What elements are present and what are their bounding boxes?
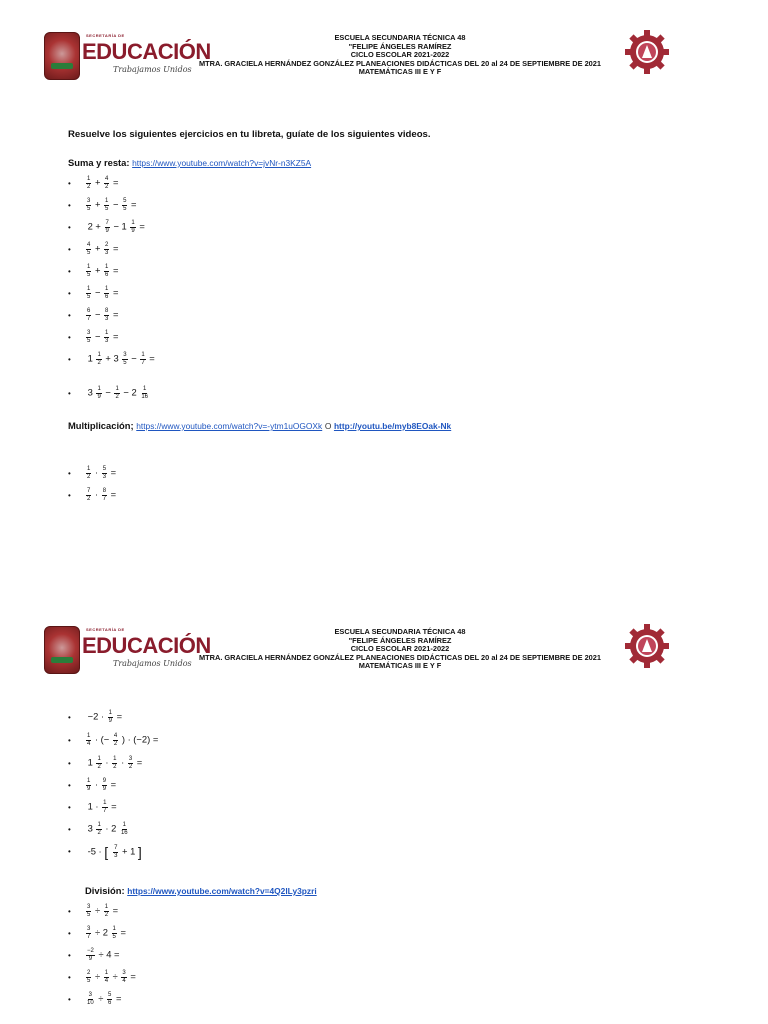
fraction-numerator: 3 [87, 926, 91, 932]
fraction-denominator: 2 [128, 763, 133, 770]
exercise-text: = [110, 264, 119, 276]
bullet-icon: • [68, 950, 71, 960]
fraction-denominator: 9 [131, 227, 135, 234]
fraction [86, 778, 91, 792]
bullet-icon: • [68, 310, 71, 320]
fraction [86, 926, 91, 940]
logo-educacion-text: EDUCACIÓN [82, 39, 211, 64]
fraction-numerator: 1 [87, 286, 91, 292]
fraction-denominator: 4 [87, 740, 91, 747]
fraction-numerator: 4 [113, 733, 118, 739]
fraction [86, 488, 91, 502]
fraction-denominator: 2 [87, 473, 91, 480]
fraction-numerator: 1 [87, 733, 91, 739]
fraction-numerator: 1 [87, 176, 91, 182]
fraction-denominator: 2 [87, 495, 91, 502]
exercise-text: − [92, 330, 104, 342]
exercise-item [68, 926, 126, 940]
fraction-numerator: 1 [113, 756, 117, 762]
logo-tagline-2: Trabajamos Unidos [113, 659, 192, 668]
fraction-numerator: 1 [104, 904, 109, 910]
fraction-denominator: 3 [105, 337, 109, 344]
exercise-text: = [134, 756, 143, 768]
exercise-text: 2 + [85, 220, 104, 232]
fraction-numerator: 7 [87, 488, 91, 494]
intro-instruction: Resuelve los siguientes ejercicios en tu libreta, guíate de los siguientes videos. [68, 129, 431, 140]
exercise-text: · 2 [102, 822, 119, 834]
fraction [104, 176, 109, 190]
fraction-numerator: 6 [87, 308, 91, 314]
exercise-text: − [128, 352, 140, 364]
exercise-text: 1 [85, 352, 96, 364]
exercise-item [68, 330, 118, 344]
subject-line: MATEMÁTICAS III E Y F [358, 67, 442, 77]
exercise-item [68, 220, 145, 234]
fraction-denominator: 5 [87, 293, 91, 300]
bullet-icon: • [68, 200, 71, 210]
bullet-icon: • [68, 354, 71, 364]
exercise-item [68, 822, 130, 836]
fraction [86, 904, 91, 918]
exercise-text: · [92, 488, 101, 500]
fraction-numerator: 8 [102, 488, 107, 494]
mult-section-title [68, 420, 451, 431]
fraction [107, 992, 112, 1006]
fraction-denominator: 9 [88, 955, 93, 962]
exercise-text: + [92, 264, 104, 276]
exercise-item [68, 286, 118, 300]
exercise-text: = [110, 286, 119, 298]
fraction-numerator: 3 [87, 904, 91, 910]
mult-video-link-1[interactable]: https://www.youtube.com/watch?v=-ytm1uOGOXk [136, 421, 323, 431]
division-colon: : [121, 885, 125, 896]
fraction-numerator: 5 [123, 198, 127, 204]
fraction [86, 198, 91, 212]
exercise-item [68, 466, 116, 480]
bullet-icon: • [68, 735, 71, 745]
bullet-icon: • [68, 928, 71, 938]
exercise-text: = [108, 488, 117, 500]
fraction-denominator: 9 [105, 227, 109, 234]
state-seal-icon [44, 32, 80, 80]
page-header-2 [0, 624, 768, 694]
fraction-denominator: 5 [87, 249, 91, 256]
header-text-block-2 [150, 628, 650, 671]
suma-colon: : [126, 157, 130, 168]
fraction [104, 242, 109, 256]
fraction [102, 488, 107, 502]
exercise-item [68, 992, 121, 1006]
fraction [96, 352, 101, 366]
mult-colon: ; [130, 420, 134, 431]
fraction-denominator: 4 [122, 977, 126, 984]
exercise-text: = [108, 466, 117, 478]
fraction [102, 800, 107, 814]
fraction-denominator: 2 [97, 359, 101, 366]
division-section-title [85, 885, 317, 896]
fraction [96, 386, 101, 400]
fraction-denominator: 2 [97, 829, 101, 836]
fraction-numerator: 8 [105, 308, 109, 314]
fraction-numerator: 4 [105, 176, 109, 182]
fraction-denominator: 2 [87, 183, 91, 190]
fraction [86, 733, 91, 747]
mult-or-text: O [324, 421, 332, 431]
fraction [86, 970, 91, 984]
fraction [86, 992, 95, 1006]
fraction-denominator: 4 [104, 977, 109, 984]
suma-video-link[interactable]: https://www.youtube.com/watch?v=jvNr-n3KZ5A [132, 158, 312, 168]
fraction [86, 176, 91, 190]
exercise-text: −2 · [85, 710, 107, 722]
teacher-line: MTRA. GRACIELA HERNÁNDEZ GONZÁLEZ PLANEACIONES DIDÁCTICAS DEL 20 al 24 DE SEPTIEMBRE DE 2021 [198, 58, 602, 68]
fraction-numerator: 1 [108, 710, 112, 716]
fraction-denominator: 7 [103, 807, 107, 814]
exercise-text: ] [137, 844, 142, 860]
fraction-numerator: 7 [105, 220, 109, 226]
fraction-numerator: 3 [122, 970, 126, 976]
exercise-text: = [110, 904, 119, 916]
fraction [104, 264, 109, 278]
fraction-denominator: 2 [113, 740, 118, 747]
exercise-item [68, 242, 118, 256]
exercise-text: + 3 [102, 352, 122, 364]
fraction-denominator: 7 [102, 495, 107, 502]
exercise-text: + [92, 176, 104, 188]
fraction-denominator: 3 [105, 315, 109, 322]
fraction-denominator: 5 [112, 933, 116, 940]
fraction [86, 948, 95, 962]
exercise-item [68, 198, 137, 212]
fraction [122, 198, 127, 212]
fraction [108, 710, 113, 724]
exercise-item [68, 176, 118, 190]
exercise-text: · [118, 756, 127, 768]
fraction-denominator: 6 [105, 271, 109, 278]
fraction-numerator: 5 [108, 992, 112, 998]
exercise-text: 1 [85, 756, 96, 768]
exercise-item [68, 778, 116, 792]
fraction-numerator: 1 [105, 330, 109, 336]
exercise-item [68, 970, 136, 984]
bullet-icon: • [68, 490, 71, 500]
fraction-numerator: 4 [87, 242, 91, 248]
page-header-1 [0, 30, 768, 100]
header-text-block [150, 34, 650, 77]
exercise-text: − [92, 308, 104, 320]
bullet-icon: • [68, 244, 71, 254]
fraction-denominator: 9 [102, 785, 107, 792]
logo-educacion-text-2: EDUCACIÓN [82, 633, 211, 658]
fraction-numerator: 5 [102, 466, 107, 472]
subject-line-2: MATEMÁTICAS III E Y F [358, 661, 442, 671]
mult-video-link-2[interactable]: http://youtu.be/myb8EOak-Nk [333, 421, 452, 431]
fraction-numerator: 1 [105, 198, 109, 204]
fraction-denominator: 6 [108, 999, 112, 1006]
fraction [114, 386, 119, 400]
fraction-denominator: 3 [114, 852, 118, 859]
division-video-link[interactable]: https://www.youtube.com/watch?v=4Q2lLy3pzri [127, 886, 317, 896]
exercise-text: 3 [85, 386, 96, 398]
fraction-denominator: 9 [87, 785, 91, 792]
exercise-text: − 1 [110, 220, 130, 232]
fraction-numerator: 7 [114, 844, 118, 851]
exercise-text: 1 · [85, 800, 102, 812]
fraction-denominator: 2 [104, 911, 109, 918]
school-patron: "FELIPE ÁNGELES RAMÍREZ [348, 41, 452, 51]
exercise-text: = [113, 992, 122, 1004]
bullet-icon: • [68, 780, 71, 790]
fraction-numerator: 2 [105, 242, 109, 248]
school-name-2: ESCUELA SECUNDARIA TÉCNICA 48 [334, 627, 466, 636]
fraction-numerator: −2 [87, 948, 94, 954]
fraction-numerator: 3 [87, 198, 91, 204]
fraction-numerator: 1 [115, 386, 119, 392]
exercise-text: − [92, 286, 104, 298]
exercise-text: − [110, 198, 122, 210]
exercise-text: · [92, 778, 101, 790]
bullet-icon: • [68, 802, 71, 812]
fraction-denominator: 16 [141, 393, 149, 400]
fraction-numerator: 3 [128, 756, 133, 762]
exercise-text: = [127, 970, 136, 982]
exercise-item [68, 948, 120, 962]
fraction [128, 756, 133, 770]
fraction [104, 904, 109, 918]
fraction [86, 330, 91, 344]
fraction-numerator: 1 [97, 756, 101, 762]
exercise-text: ÷ [92, 970, 103, 982]
fraction [113, 733, 118, 747]
fraction [102, 466, 107, 480]
exercise-text: − 2 [120, 386, 140, 398]
fraction-denominator: 3 [105, 249, 109, 256]
exercise-item [68, 904, 118, 918]
fraction-numerator: 1 [141, 352, 145, 358]
fraction [86, 466, 91, 480]
bullet-icon: • [68, 178, 71, 188]
fraction-denominator: 5 [87, 337, 91, 344]
exercise-text: = [110, 176, 119, 188]
bullet-icon: • [68, 468, 71, 478]
fraction-numerator: 1 [97, 386, 101, 392]
suma-section-title [68, 157, 311, 168]
exercise-text: 3 [85, 822, 96, 834]
fraction-denominator: 7 [87, 315, 91, 322]
fraction [104, 330, 109, 344]
exercise-text: ÷ 4 = [95, 948, 120, 960]
fraction-denominator: 5 [123, 205, 127, 212]
exercise-item [68, 308, 118, 322]
exercise-text: = [110, 242, 119, 254]
fraction-denominator: 2 [113, 763, 117, 770]
fraction-numerator: 1 [87, 264, 91, 270]
fraction-denominator: 2 [105, 183, 109, 190]
exercise-text: = [136, 220, 145, 232]
logo-secretaria-text: SECRETARÍA DE [86, 33, 125, 38]
exercise-item [68, 800, 117, 814]
fraction-denominator: 5 [87, 205, 91, 212]
fraction [96, 756, 101, 770]
fraction [130, 220, 135, 234]
exercise-item [68, 756, 142, 770]
exercise-item [68, 488, 116, 502]
fraction [104, 198, 109, 212]
exercise-item [68, 844, 142, 860]
fraction-denominator: 5 [123, 359, 127, 366]
bullet-icon: • [68, 332, 71, 342]
exercise-text: = [146, 352, 155, 364]
exercise-text: = [113, 710, 123, 722]
fraction-denominator: 5 [87, 911, 91, 918]
fraction-numerator: 9 [102, 778, 107, 784]
fraction-numerator: 1 [104, 970, 109, 976]
logo-secretaria-text-2: SECRETARÍA DE [86, 627, 125, 632]
exercise-text: = [110, 330, 119, 342]
fraction [113, 845, 118, 859]
bullet-icon: • [68, 758, 71, 768]
fraction-numerator: 1 [105, 286, 109, 292]
fraction-numerator: 1 [87, 778, 91, 784]
fraction-denominator: 7 [87, 933, 91, 940]
fraction-numerator: 1 [131, 220, 135, 226]
teacher-line-2: MTRA. GRACIELA HERNÁNDEZ GONZÁLEZ PLANEACIONES DIDÁCTICAS DEL 20 al 24 DE SEPTIEMBRE DE 2021 [198, 652, 602, 662]
exercise-item [68, 733, 158, 747]
exercise-text: ÷ [95, 992, 107, 1004]
fraction-numerator: 3 [87, 330, 91, 336]
fraction-numerator: 2 [87, 970, 91, 976]
fraction [86, 264, 91, 278]
bullet-icon: • [68, 972, 71, 982]
fraction-denominator: 2 [115, 393, 119, 400]
fraction [104, 308, 109, 322]
exercise-text: ÷ [110, 970, 121, 982]
fraction [86, 286, 91, 300]
fraction [140, 352, 145, 366]
fraction [104, 970, 109, 984]
exercise-text: -5 · [85, 845, 105, 857]
school-patron-2: "FELIPE ÁNGELES RAMÍREZ [348, 635, 452, 645]
fraction-denominator: 9 [97, 393, 101, 400]
fraction [112, 756, 117, 770]
fraction-numerator: 3 [88, 992, 93, 998]
fraction [102, 778, 107, 792]
fraction-denominator: 5 [87, 271, 91, 278]
fraction [105, 220, 110, 234]
fraction-numerator: 1 [97, 352, 101, 358]
exercise-text: = [117, 926, 126, 938]
logo-tagline: Trabajamos Unidos [113, 65, 192, 74]
fraction-denominator: 2 [97, 763, 101, 770]
school-name: ESCUELA SECUNDARIA TÉCNICA 48 [334, 33, 466, 42]
school-cycle: CICLO ESCOLAR 2021-2022 [350, 50, 450, 60]
fraction-numerator: 1 [105, 264, 109, 270]
fraction-denominator: 6 [105, 293, 109, 300]
fraction [120, 822, 129, 836]
mult-title-text: Multiplicación [68, 420, 131, 431]
exercise-text: = [108, 778, 117, 790]
exercise-text: + 1 [119, 845, 138, 857]
exercise-text: [ [104, 844, 113, 860]
exercise-item [68, 264, 118, 278]
exercise-item [68, 352, 155, 366]
fraction [122, 352, 127, 366]
fraction [121, 970, 126, 984]
bullet-icon: • [68, 288, 71, 298]
fraction [86, 242, 91, 256]
bullet-icon: • [68, 994, 71, 1004]
fraction-denominator: 9 [108, 717, 112, 724]
exercise-item [68, 710, 122, 724]
fraction-denominator: 16 [120, 829, 128, 836]
exercise-item [68, 386, 150, 400]
bullet-icon: • [68, 222, 71, 232]
fraction-numerator: 1 [143, 386, 147, 392]
fraction-numerator: 1 [112, 926, 116, 932]
bullet-icon: • [68, 906, 71, 916]
bullet-icon: • [68, 388, 71, 398]
exercise-text: = [108, 800, 117, 812]
fraction-numerator: 1 [97, 822, 101, 828]
fraction-denominator: 5 [87, 977, 91, 984]
fraction-numerator: 1 [87, 466, 91, 472]
exercise-text: ÷ 2 [92, 926, 111, 938]
fraction-numerator: 1 [122, 822, 126, 828]
school-cycle-2: CICLO ESCOLAR 2021-2022 [350, 644, 450, 654]
bullet-icon: • [68, 266, 71, 276]
division-title-text: División [85, 885, 122, 896]
state-seal-icon-2 [44, 626, 80, 674]
fraction-denominator: 10 [87, 999, 94, 1006]
exercise-text: · [92, 466, 101, 478]
bullet-icon: • [68, 824, 71, 834]
fraction-denominator: 7 [141, 359, 145, 366]
fraction-denominator: 3 [102, 473, 107, 480]
exercise-text: = [128, 198, 137, 210]
exercise-text: + [92, 242, 104, 254]
fraction [96, 822, 101, 836]
bullet-icon: • [68, 712, 71, 722]
exercise-text: · (− [92, 733, 112, 745]
suma-title-text: Suma y resta [68, 157, 127, 168]
exercise-text: ) · (−2) = [119, 733, 159, 745]
bullet-icon: • [68, 847, 71, 857]
exercise-text: − [102, 386, 114, 398]
exercise-text: + [92, 198, 104, 210]
fraction [86, 308, 91, 322]
exercise-text: · [102, 756, 112, 768]
fraction-numerator: 1 [103, 800, 107, 806]
fraction [112, 926, 117, 940]
fraction [104, 286, 109, 300]
exercise-text: ÷ [92, 904, 103, 916]
fraction-denominator: 5 [105, 205, 109, 212]
exercise-text: = [110, 308, 119, 320]
fraction [140, 386, 149, 400]
fraction-numerator: 3 [123, 352, 127, 358]
